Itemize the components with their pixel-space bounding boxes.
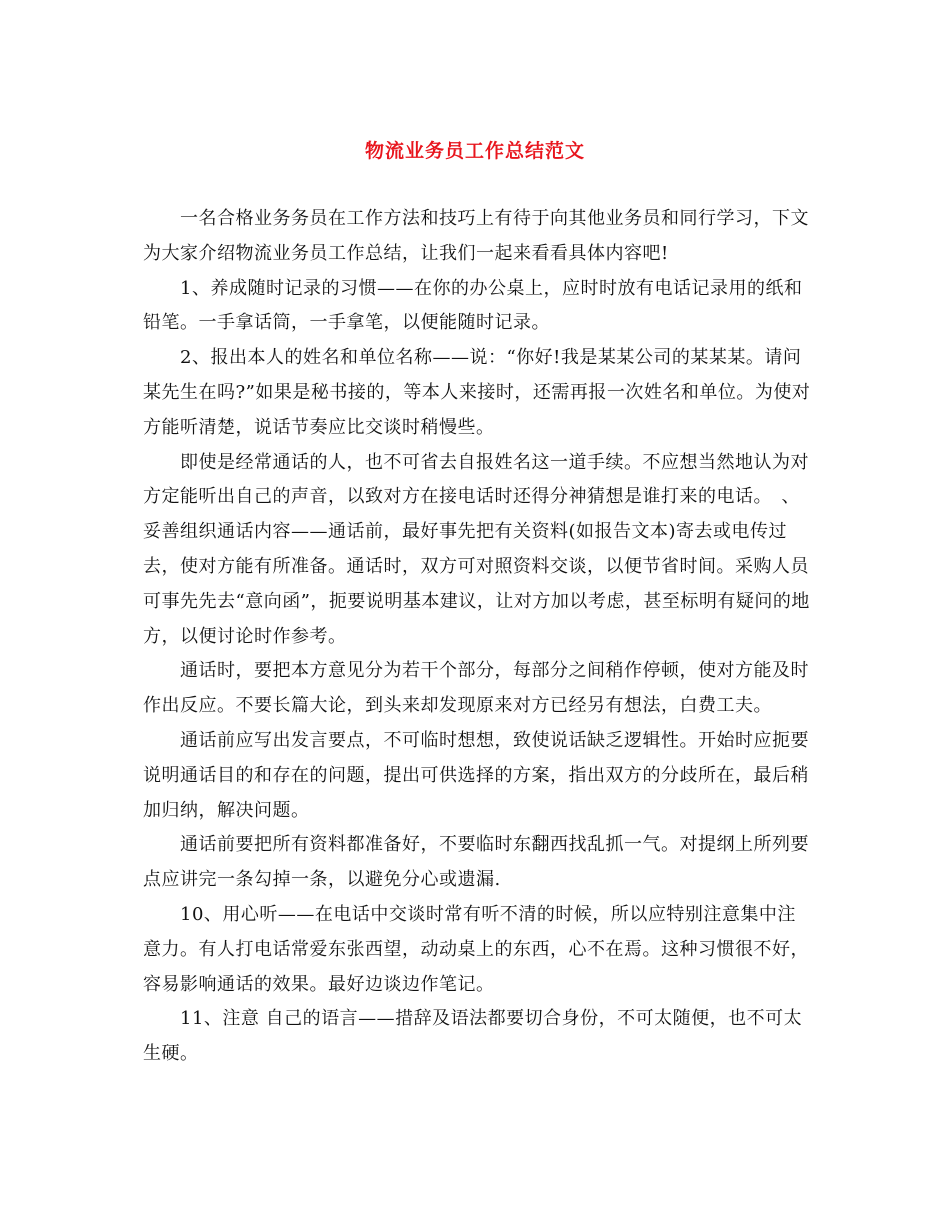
paragraph: 即使是经常通话的人，也不可省去自报姓名这一道手续。不应想当然地认为对方定能听出自己的声音，以致对方在接电话时还得分神猜想是谁打来的电话。 、妥善组织通话内容——通话前，最好事先把有关资料(如报告文本)寄去或电传过去，使对方能有所准备。通话时，双方可对照资料交谈，以便节省时间。采购人员可事先先去“意向函”，扼要说明基本建议，让对方加以考虑，甚至标明有疑问的地方，以便讨论时作参考。 <box>143 451 810 647</box>
paragraph: 通话前应写出发言要点，不可临时想想，致使说话缺乏逻辑性。开始时应扼要说明通话目的和存在的问题，提出可供选择的方案，指出双方的分歧所在，最后稍加归纳，解决问题。 <box>143 729 809 821</box>
paragraph: 通话时，要把本方意见分为若干个部分，每部分之间稍作停顿，使对方能及时作出反应。不要长篇大论，到头来却发现原来对方已经另有想法，白费工夫。 <box>143 660 809 717</box>
paragraph: 2、报出本人的姓名和单位名称——说：“你好!我是某某公司的某某某。请问某先生在吗?”如果是秘书接的，等本人来接时，还需再报一次姓名和单位。为使对方能听清楚，说话节奏应比交谈时稍慢些。 <box>143 347 811 438</box>
paragraph: 通话前要把所有资料都准备好，不要临时东翻西找乱抓一气。对提纲上所列要点应讲完一条勾掉一条，以避免分心或遗漏. <box>143 834 809 891</box>
paragraph: 一名合格业务务员在工作方法和技巧上有待于向其他业务员和同行学习，下文为大家介绍物流业务员工作总结，让我们一起来看看具体内容吧! <box>143 208 809 264</box>
document-title: 物流业务员工作总结范文 <box>364 140 585 162</box>
paragraph: 10、用心听——在电话中交谈时常有听不清的时候，所以应特别注意集中注意力。有人打电话常爱东张西望，动动桌上的东西，心不在焉。这种习惯很不好，容易影响通话的效果。最好边谈边作笔记。 <box>143 903 809 995</box>
paragraph: 1、养成随时记录的习惯——在你的办公桌上，应时时放有电话记录用的纸和铅笔。一手拿话筒，一手拿笔，以便能随时记录。 <box>143 277 803 334</box>
document-body <box>143 202 811 1072</box>
paragraph: 11、注意 自己的语言——措辞及语法都要切合身份，不可太随便，也不可太生硬。 <box>143 1008 803 1065</box>
